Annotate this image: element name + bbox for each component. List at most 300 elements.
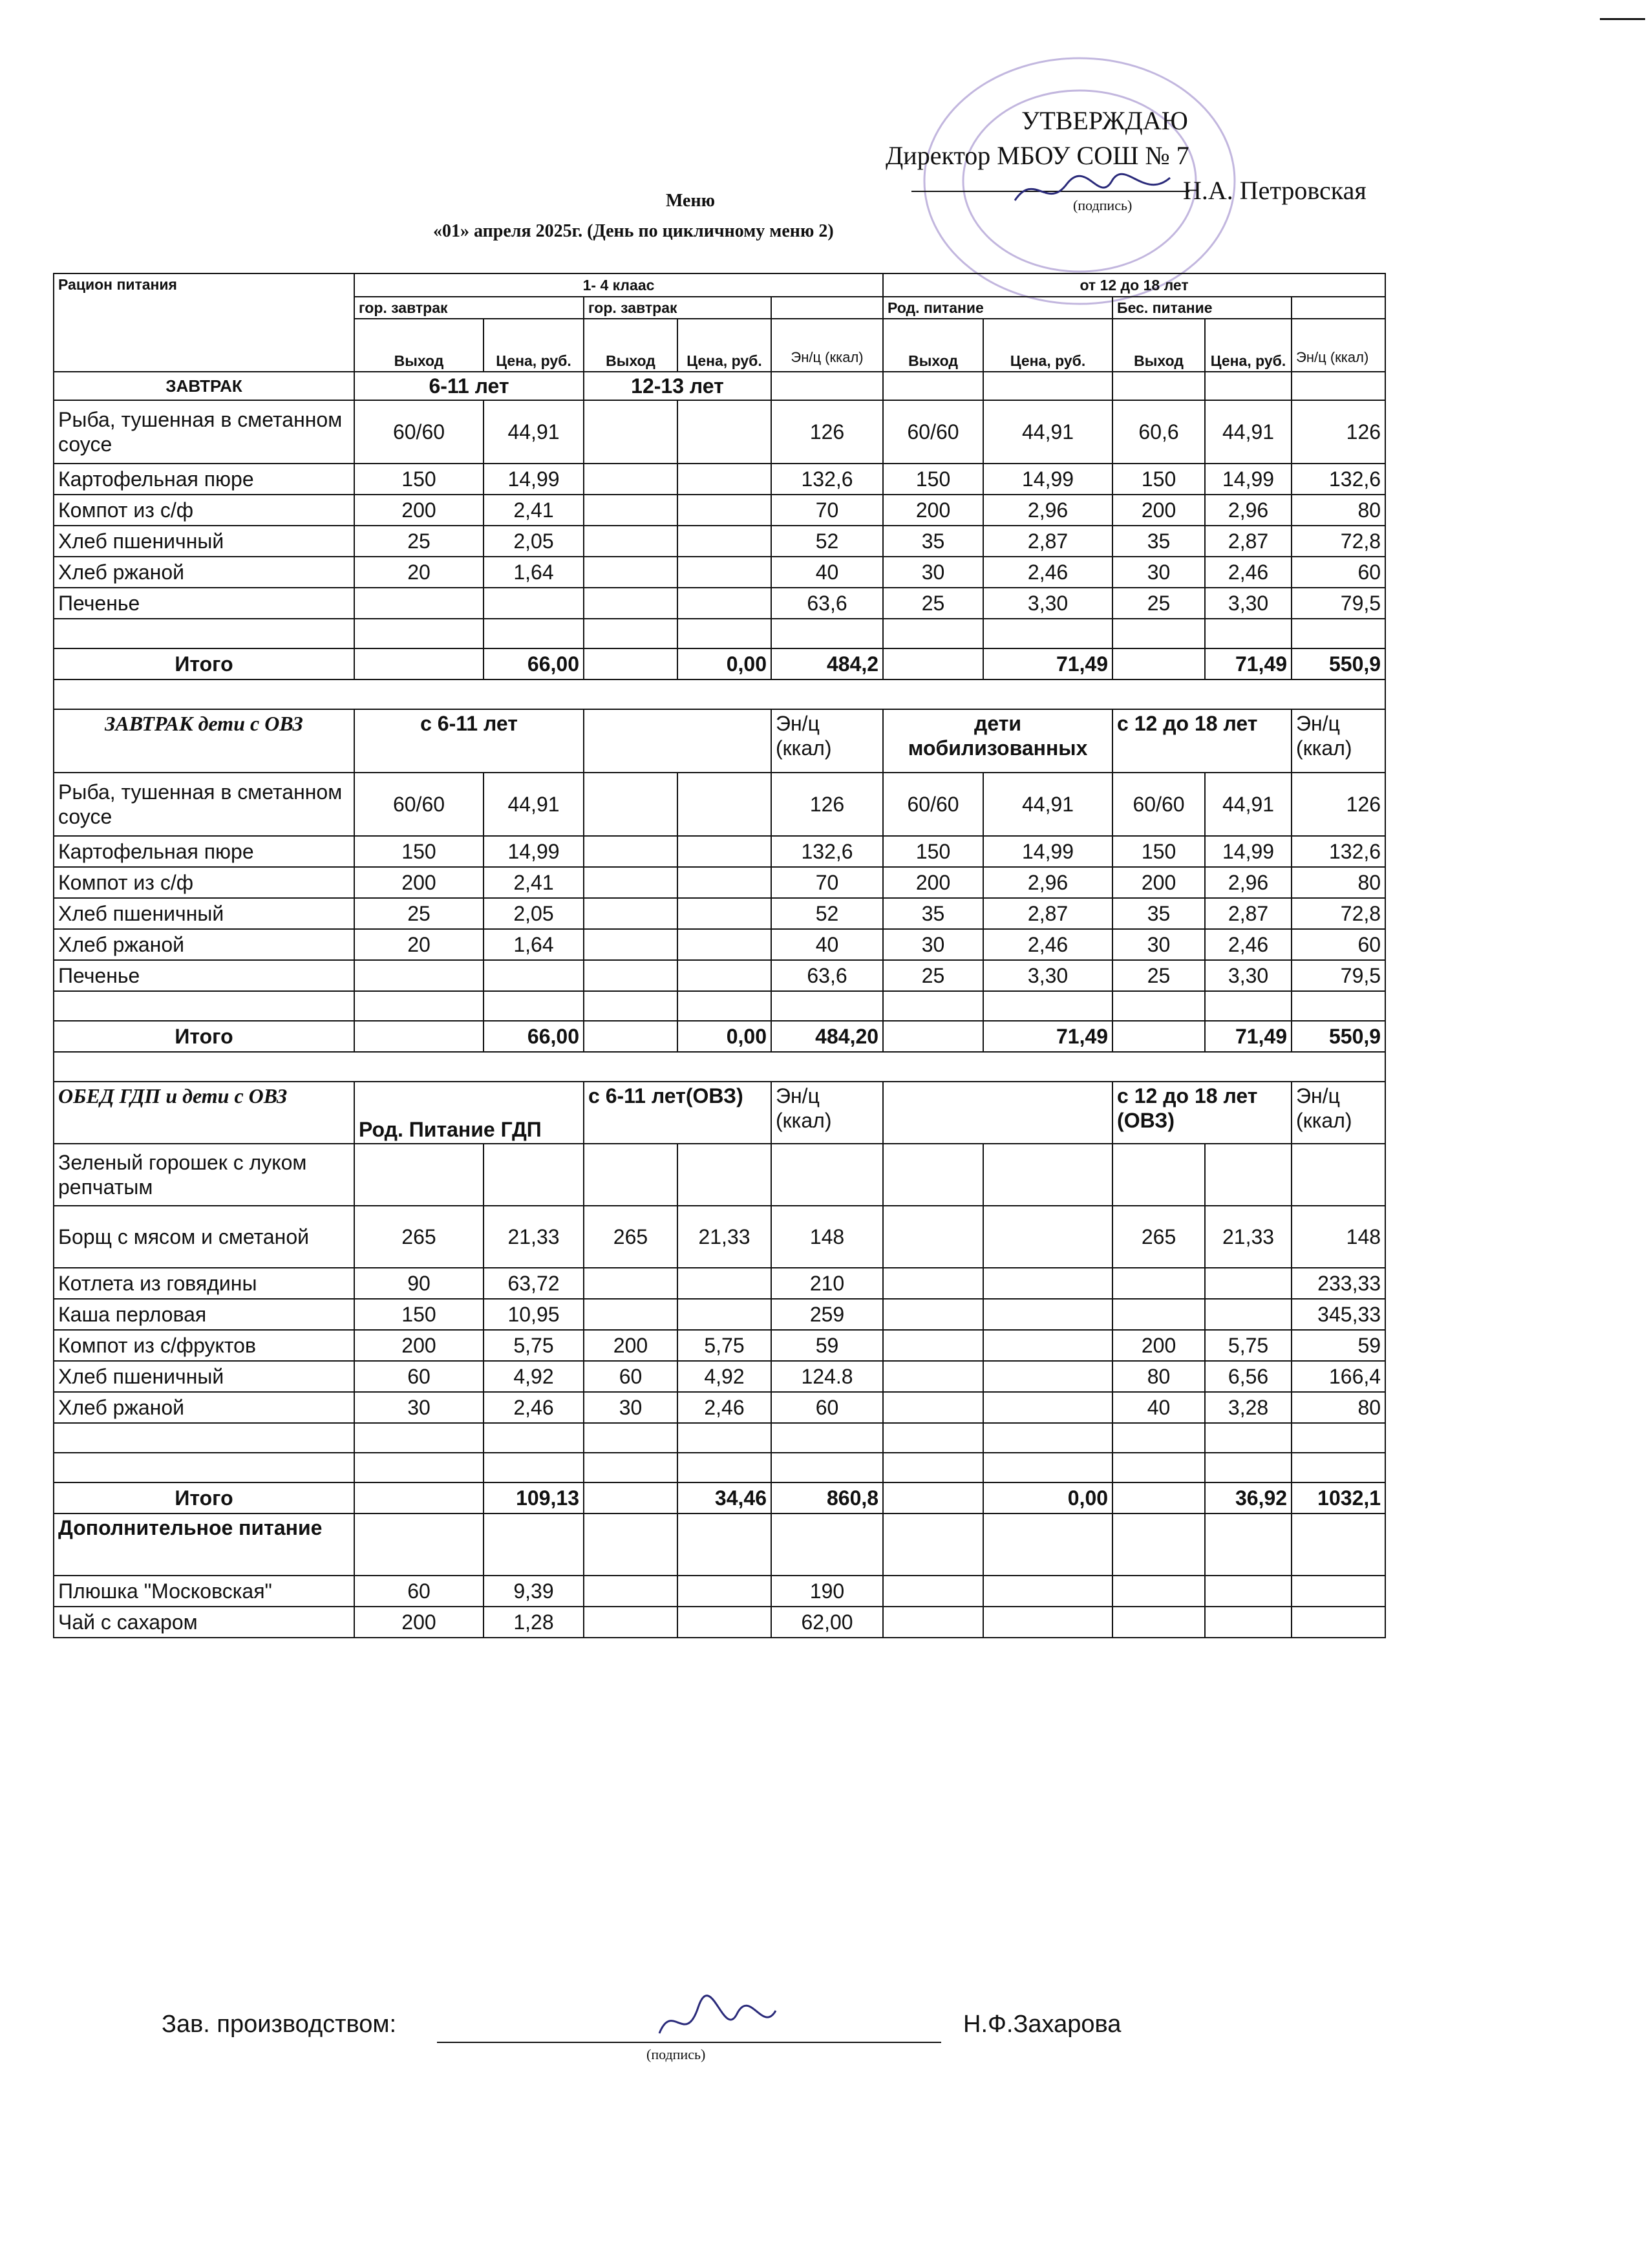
table-cell: 59 bbox=[771, 1330, 883, 1361]
dish-name: Хлеб пшеничный bbox=[54, 1361, 354, 1392]
corner-mark bbox=[1600, 18, 1645, 20]
table-cell bbox=[1112, 1607, 1205, 1638]
table-cell: 2,41 bbox=[484, 495, 584, 526]
table-cell bbox=[1112, 1144, 1205, 1206]
footer-label: Зав. производством: bbox=[162, 2011, 397, 2038]
energy-label: Эн/ц (ккал) bbox=[771, 709, 883, 773]
table-cell: 210 bbox=[771, 1268, 883, 1299]
table-cell: 150 bbox=[1112, 464, 1205, 495]
total-cell: 66,00 bbox=[484, 1021, 584, 1052]
table-cell: 21,33 bbox=[484, 1206, 584, 1268]
table-cell bbox=[1205, 1576, 1292, 1607]
table-cell: 25 bbox=[883, 960, 983, 991]
total-cell: 550,9 bbox=[1292, 648, 1385, 679]
table-cell: 35 bbox=[883, 526, 983, 557]
empty-cell bbox=[677, 1514, 771, 1576]
table-cell: 3,30 bbox=[983, 960, 1112, 991]
group-label: дети мобилизованных bbox=[883, 709, 1112, 773]
dish-name: Котлета из говядины bbox=[54, 1268, 354, 1299]
table-row bbox=[54, 1361, 1385, 1392]
dish-name: Хлеб ржаной bbox=[54, 929, 354, 960]
empty-cell bbox=[1205, 1453, 1292, 1482]
empty-cell bbox=[1205, 991, 1292, 1021]
table-cell: 166,4 bbox=[1292, 1361, 1385, 1392]
section-header-row bbox=[54, 1514, 1385, 1576]
table-cell: 3,30 bbox=[983, 588, 1112, 619]
table-cell: 40 bbox=[1112, 1392, 1205, 1423]
total-cell bbox=[584, 648, 677, 679]
footer-name: Н.Ф.Захарова bbox=[963, 2011, 1122, 2038]
total-cell: 71,49 bbox=[1205, 1021, 1292, 1052]
table-cell: 148 bbox=[1292, 1206, 1385, 1268]
table-cell: 2,96 bbox=[983, 495, 1112, 526]
empty-cell bbox=[983, 1514, 1112, 1576]
empty-cell bbox=[1292, 1514, 1385, 1576]
empty-cell bbox=[354, 1453, 484, 1482]
table-cell bbox=[1205, 1607, 1292, 1638]
empty-cell bbox=[54, 991, 354, 1021]
total-label: Итого bbox=[54, 648, 354, 679]
empty-header bbox=[1292, 297, 1385, 319]
empty-row bbox=[54, 619, 1385, 648]
empty-cell bbox=[354, 1514, 484, 1576]
table-cell: 63,6 bbox=[771, 588, 883, 619]
table-cell: 2,46 bbox=[484, 1392, 584, 1423]
table-row bbox=[54, 526, 1385, 557]
table-cell bbox=[677, 557, 771, 588]
dish-name: Плюшка "Московская" bbox=[54, 1576, 354, 1607]
table-cell: 5,75 bbox=[484, 1330, 584, 1361]
dish-name: Рыба, тушенная в сметанном соусе bbox=[54, 400, 354, 464]
table-cell: 1,64 bbox=[484, 557, 584, 588]
table-cell: 44,91 bbox=[983, 400, 1112, 464]
section-title: ЗАВТРАК bbox=[54, 372, 354, 400]
table-cell bbox=[354, 960, 484, 991]
table-cell bbox=[983, 1361, 1112, 1392]
table-cell: 35 bbox=[1112, 526, 1205, 557]
footer-signature bbox=[653, 1995, 782, 2053]
total-cell: 66,00 bbox=[484, 648, 584, 679]
table-cell: 30 bbox=[883, 557, 983, 588]
table-cell: 9,39 bbox=[484, 1576, 584, 1607]
empty-cell bbox=[771, 1514, 883, 1576]
table-cell: 2,96 bbox=[1205, 867, 1292, 898]
table-cell: 21,33 bbox=[1205, 1206, 1292, 1268]
table-cell bbox=[584, 557, 677, 588]
table-cell bbox=[1205, 1268, 1292, 1299]
table-cell: 200 bbox=[584, 1330, 677, 1361]
spacer-cell bbox=[54, 1052, 1385, 1082]
table-cell bbox=[584, 836, 677, 867]
table-cell: 44,91 bbox=[983, 773, 1112, 836]
dish-name: Картофельная пюре bbox=[54, 836, 354, 867]
empty-cell bbox=[584, 619, 677, 648]
table-cell: 2,87 bbox=[1205, 898, 1292, 929]
dish-name: Компот из с/ф bbox=[54, 495, 354, 526]
spacer-row bbox=[54, 679, 1385, 709]
table-cell bbox=[983, 1330, 1112, 1361]
dish-name: Зеленый горошек с луком репчатым bbox=[54, 1144, 354, 1206]
empty-cell bbox=[54, 1453, 354, 1482]
table-cell: 126 bbox=[1292, 400, 1385, 464]
dish-name: Рыба, тушенная в сметанном соусе bbox=[54, 773, 354, 836]
table-cell bbox=[584, 1299, 677, 1330]
energy-header: Эн/ц (ккал) bbox=[771, 319, 883, 372]
empty-cell bbox=[677, 991, 771, 1021]
total-cell: 550,9 bbox=[1292, 1021, 1385, 1052]
empty-cell bbox=[1292, 1423, 1385, 1453]
table-cell: 44,91 bbox=[484, 773, 584, 836]
table-cell: 60/60 bbox=[883, 400, 983, 464]
table-cell: 40 bbox=[771, 557, 883, 588]
table-cell bbox=[1112, 1576, 1205, 1607]
table-cell bbox=[584, 867, 677, 898]
empty-cell bbox=[771, 1423, 883, 1453]
table-cell bbox=[883, 1361, 983, 1392]
table-cell: 35 bbox=[1112, 898, 1205, 929]
total-cell: 71,49 bbox=[983, 1021, 1112, 1052]
empty-cell bbox=[484, 991, 584, 1021]
table-row bbox=[54, 1144, 1385, 1206]
table-row bbox=[54, 1392, 1385, 1423]
table-cell bbox=[677, 1576, 771, 1607]
total-row bbox=[54, 1482, 1385, 1514]
empty-row bbox=[54, 991, 1385, 1021]
table-cell bbox=[677, 495, 771, 526]
age-header: от 12 до 18 лет bbox=[883, 273, 1385, 297]
table-cell: 25 bbox=[1112, 960, 1205, 991]
empty-cell bbox=[1112, 372, 1205, 400]
table-cell: 60 bbox=[354, 1361, 484, 1392]
empty-cell bbox=[354, 991, 484, 1021]
grade-header: 1- 4 клаас bbox=[354, 273, 883, 297]
total-cell: 484,2 bbox=[771, 648, 883, 679]
total-cell: 36,92 bbox=[1205, 1482, 1292, 1514]
table-cell bbox=[677, 836, 771, 867]
table-cell bbox=[883, 1206, 983, 1268]
total-cell: 71,49 bbox=[1205, 648, 1292, 679]
table-cell: 200 bbox=[1112, 1330, 1205, 1361]
total-row bbox=[54, 1021, 1385, 1052]
total-cell bbox=[883, 1021, 983, 1052]
table-cell bbox=[484, 1144, 584, 1206]
table-cell: 200 bbox=[1112, 495, 1205, 526]
table-row bbox=[54, 464, 1385, 495]
table-cell: 126 bbox=[1292, 773, 1385, 836]
table-cell: 150 bbox=[883, 464, 983, 495]
approve-position: Директор МБОУ СОШ № 7 bbox=[886, 141, 1189, 170]
table-cell bbox=[677, 1144, 771, 1206]
section-header-row bbox=[54, 1082, 1385, 1144]
table-cell: 60 bbox=[1292, 929, 1385, 960]
table-cell: 132,6 bbox=[1292, 836, 1385, 867]
age-group: 6-11 лет bbox=[354, 372, 584, 400]
ration-header: Рацион питания bbox=[54, 273, 354, 372]
table-cell: 200 bbox=[354, 1607, 484, 1638]
table-cell: 80 bbox=[1292, 495, 1385, 526]
table-cell: 4,92 bbox=[484, 1361, 584, 1392]
empty-cell bbox=[883, 1082, 1112, 1144]
table-cell bbox=[1205, 1299, 1292, 1330]
table-cell: 14,99 bbox=[484, 464, 584, 495]
table-cell: 14,99 bbox=[983, 836, 1112, 867]
table-cell bbox=[883, 1268, 983, 1299]
table-cell: 14,99 bbox=[1205, 464, 1292, 495]
empty-cell bbox=[983, 991, 1112, 1021]
total-cell bbox=[1112, 1482, 1205, 1514]
table-cell: 150 bbox=[354, 836, 484, 867]
table-cell: 3,30 bbox=[1205, 588, 1292, 619]
table-cell: 40 bbox=[771, 929, 883, 960]
document-subtitle: «01» апреля 2025г. (День по цикличному меню 2) bbox=[433, 221, 834, 241]
table-cell bbox=[354, 588, 484, 619]
empty-cell bbox=[983, 372, 1112, 400]
table-cell: 2,96 bbox=[983, 867, 1112, 898]
table-cell: 44,91 bbox=[484, 400, 584, 464]
table-cell: 70 bbox=[771, 867, 883, 898]
dish-name: Хлеб ржаной bbox=[54, 557, 354, 588]
output-header: Выход bbox=[354, 319, 484, 372]
table-cell: 200 bbox=[354, 495, 484, 526]
table-cell: 2,96 bbox=[1205, 495, 1292, 526]
table-cell: 150 bbox=[1112, 836, 1205, 867]
total-cell bbox=[354, 648, 484, 679]
dish-name: Хлеб ржаной bbox=[54, 1392, 354, 1423]
empty-cell bbox=[883, 991, 983, 1021]
age-group: с 6-11 лет(ОВЗ) bbox=[584, 1082, 771, 1144]
table-cell bbox=[677, 526, 771, 557]
table-cell bbox=[584, 898, 677, 929]
table-cell: 2,46 bbox=[1205, 557, 1292, 588]
dish-name: Чай с сахаром bbox=[54, 1607, 354, 1638]
empty-cell bbox=[1112, 619, 1205, 648]
dish-name: Картофельная пюре bbox=[54, 464, 354, 495]
table-cell: 132,6 bbox=[771, 464, 883, 495]
table-cell: 190 bbox=[771, 1576, 883, 1607]
table-cell bbox=[883, 1144, 983, 1206]
table-cell bbox=[677, 464, 771, 495]
total-cell: 0,00 bbox=[983, 1482, 1112, 1514]
parent-paid-header: Род. питание bbox=[883, 297, 1112, 319]
empty-cell bbox=[584, 709, 771, 773]
total-cell bbox=[883, 1482, 983, 1514]
breakfast-header-1: гор. завтрак bbox=[354, 297, 584, 319]
table-cell: 2,46 bbox=[983, 557, 1112, 588]
table-cell: 2,87 bbox=[983, 526, 1112, 557]
empty-header bbox=[771, 297, 883, 319]
table-row bbox=[54, 588, 1385, 619]
table-cell: 52 bbox=[771, 526, 883, 557]
table-row bbox=[54, 1607, 1385, 1638]
table-cell: 150 bbox=[354, 464, 484, 495]
table-cell bbox=[677, 867, 771, 898]
table-cell bbox=[584, 526, 677, 557]
table-cell: 80 bbox=[1292, 1392, 1385, 1423]
section-title: Дополнительное питание bbox=[54, 1514, 354, 1576]
empty-cell bbox=[771, 619, 883, 648]
empty-cell bbox=[883, 1453, 983, 1482]
table-cell bbox=[584, 1576, 677, 1607]
table-cell: 200 bbox=[1112, 867, 1205, 898]
dish-name: Борщ с мясом и сметаной bbox=[54, 1206, 354, 1268]
output-header: Выход bbox=[883, 319, 983, 372]
table-cell: 1,64 bbox=[484, 929, 584, 960]
energy-label: Эн/ц (ккал) bbox=[771, 1082, 883, 1144]
empty-cell bbox=[983, 1453, 1112, 1482]
table-cell: 259 bbox=[771, 1299, 883, 1330]
table-cell bbox=[584, 400, 677, 464]
table-cell bbox=[1205, 1144, 1292, 1206]
table-cell: 10,95 bbox=[484, 1299, 584, 1330]
table-cell: 2,87 bbox=[1205, 526, 1292, 557]
table-cell: 60/60 bbox=[1112, 773, 1205, 836]
table-cell: 25 bbox=[883, 588, 983, 619]
table-cell bbox=[883, 1576, 983, 1607]
table-cell bbox=[584, 1144, 677, 1206]
table-cell: 124.8 bbox=[771, 1361, 883, 1392]
table-cell bbox=[677, 588, 771, 619]
table-cell bbox=[677, 960, 771, 991]
table-cell: 2,46 bbox=[983, 929, 1112, 960]
director-signature-hint: (подпись) bbox=[1073, 197, 1133, 213]
table-cell: 35 bbox=[883, 898, 983, 929]
empty-cell bbox=[1205, 1514, 1292, 1576]
table-cell: 14,99 bbox=[484, 836, 584, 867]
table-cell: 20 bbox=[354, 557, 484, 588]
table-cell: 5,75 bbox=[677, 1330, 771, 1361]
table-cell: 60 bbox=[584, 1361, 677, 1392]
table-cell bbox=[883, 1392, 983, 1423]
table-cell bbox=[677, 400, 771, 464]
table-cell: 200 bbox=[883, 867, 983, 898]
table-cell bbox=[883, 1607, 983, 1638]
empty-cell bbox=[584, 1423, 677, 1453]
table-cell bbox=[983, 1576, 1112, 1607]
table-cell bbox=[1292, 1607, 1385, 1638]
output-header: Выход bbox=[1112, 319, 1205, 372]
empty-cell bbox=[354, 1423, 484, 1453]
table-row bbox=[54, 495, 1385, 526]
age-group: 12-13 лет bbox=[584, 372, 771, 400]
total-cell: 1032,1 bbox=[1292, 1482, 1385, 1514]
table-row bbox=[54, 400, 1385, 464]
table-cell: 62,00 bbox=[771, 1607, 883, 1638]
table-cell: 72,8 bbox=[1292, 898, 1385, 929]
table-cell bbox=[983, 1299, 1112, 1330]
table-cell: 14,99 bbox=[983, 464, 1112, 495]
section-header-row bbox=[54, 709, 1385, 773]
table-cell: 30 bbox=[1112, 929, 1205, 960]
table-cell: 2,46 bbox=[1205, 929, 1292, 960]
total-row bbox=[54, 648, 1385, 679]
empty-cell bbox=[677, 1453, 771, 1482]
table-cell: 265 bbox=[584, 1206, 677, 1268]
total-cell bbox=[354, 1482, 484, 1514]
table-cell: 265 bbox=[1112, 1206, 1205, 1268]
table-cell bbox=[584, 773, 677, 836]
table-cell bbox=[677, 929, 771, 960]
empty-cell bbox=[54, 1423, 354, 1453]
table-cell: 60 bbox=[1292, 557, 1385, 588]
table-cell: 60/60 bbox=[883, 773, 983, 836]
empty-row bbox=[54, 1453, 1385, 1482]
table-cell: 2,46 bbox=[677, 1392, 771, 1423]
table-row bbox=[54, 929, 1385, 960]
table-cell: 30 bbox=[354, 1392, 484, 1423]
total-cell bbox=[584, 1482, 677, 1514]
empty-cell bbox=[983, 1423, 1112, 1453]
table-cell: 25 bbox=[354, 898, 484, 929]
empty-row bbox=[54, 1423, 1385, 1453]
table-cell bbox=[1292, 1576, 1385, 1607]
table-row bbox=[54, 557, 1385, 588]
table-cell bbox=[677, 898, 771, 929]
table-cell: 2,05 bbox=[484, 526, 584, 557]
table-cell bbox=[354, 1144, 484, 1206]
section-title: ОБЕД ГДП и дети с ОВЗ bbox=[54, 1082, 354, 1144]
total-cell bbox=[584, 1021, 677, 1052]
table-cell bbox=[883, 1299, 983, 1330]
table-cell bbox=[883, 1330, 983, 1361]
table-cell: 25 bbox=[1112, 588, 1205, 619]
empty-cell bbox=[484, 1453, 584, 1482]
table-row bbox=[54, 1299, 1385, 1330]
dish-name: Компот из с/ф bbox=[54, 867, 354, 898]
empty-cell bbox=[484, 1514, 584, 1576]
table-cell: 126 bbox=[771, 400, 883, 464]
empty-cell bbox=[883, 619, 983, 648]
age-group: с 12 до 18 лет bbox=[1112, 709, 1292, 773]
age-group: с 12 до 18 лет (ОВЗ) bbox=[1112, 1082, 1292, 1144]
table-cell: 59 bbox=[1292, 1330, 1385, 1361]
table-row bbox=[54, 960, 1385, 991]
table-cell bbox=[1112, 1299, 1205, 1330]
table-cell bbox=[983, 1392, 1112, 1423]
table-row bbox=[54, 867, 1385, 898]
table-cell: 90 bbox=[354, 1268, 484, 1299]
total-cell bbox=[883, 648, 983, 679]
table-cell: 2,41 bbox=[484, 867, 584, 898]
spacer-cell bbox=[54, 679, 1385, 709]
table-row bbox=[54, 1330, 1385, 1361]
empty-cell bbox=[584, 1453, 677, 1482]
table-cell: 5,75 bbox=[1205, 1330, 1292, 1361]
table-cell: 60 bbox=[354, 1576, 484, 1607]
empty-cell bbox=[1205, 372, 1292, 400]
price-header: Цена, руб. bbox=[983, 319, 1112, 372]
table-cell: 52 bbox=[771, 898, 883, 929]
age-group: с 6-11 лет bbox=[354, 709, 584, 773]
approve-director-name: Н.А. Петровская bbox=[1183, 176, 1367, 205]
table-cell: 44,91 bbox=[1205, 773, 1292, 836]
empty-cell bbox=[1205, 619, 1292, 648]
table-cell: 20 bbox=[354, 929, 484, 960]
energy-label: Эн/ц (ккал) bbox=[1292, 709, 1385, 773]
total-label: Итого bbox=[54, 1482, 354, 1514]
price-header: Цена, руб. bbox=[677, 319, 771, 372]
empty-cell bbox=[1292, 372, 1385, 400]
empty-cell bbox=[1112, 991, 1205, 1021]
empty-cell bbox=[584, 1514, 677, 1576]
total-cell: 34,46 bbox=[677, 1482, 771, 1514]
footer-signature-hint: (подпись) bbox=[646, 2046, 706, 2062]
table-cell: 233,33 bbox=[1292, 1268, 1385, 1299]
table-row bbox=[54, 836, 1385, 867]
empty-cell bbox=[1205, 1423, 1292, 1453]
table-cell bbox=[584, 588, 677, 619]
spacer-row bbox=[54, 1052, 1385, 1082]
table-cell: 21,33 bbox=[677, 1206, 771, 1268]
